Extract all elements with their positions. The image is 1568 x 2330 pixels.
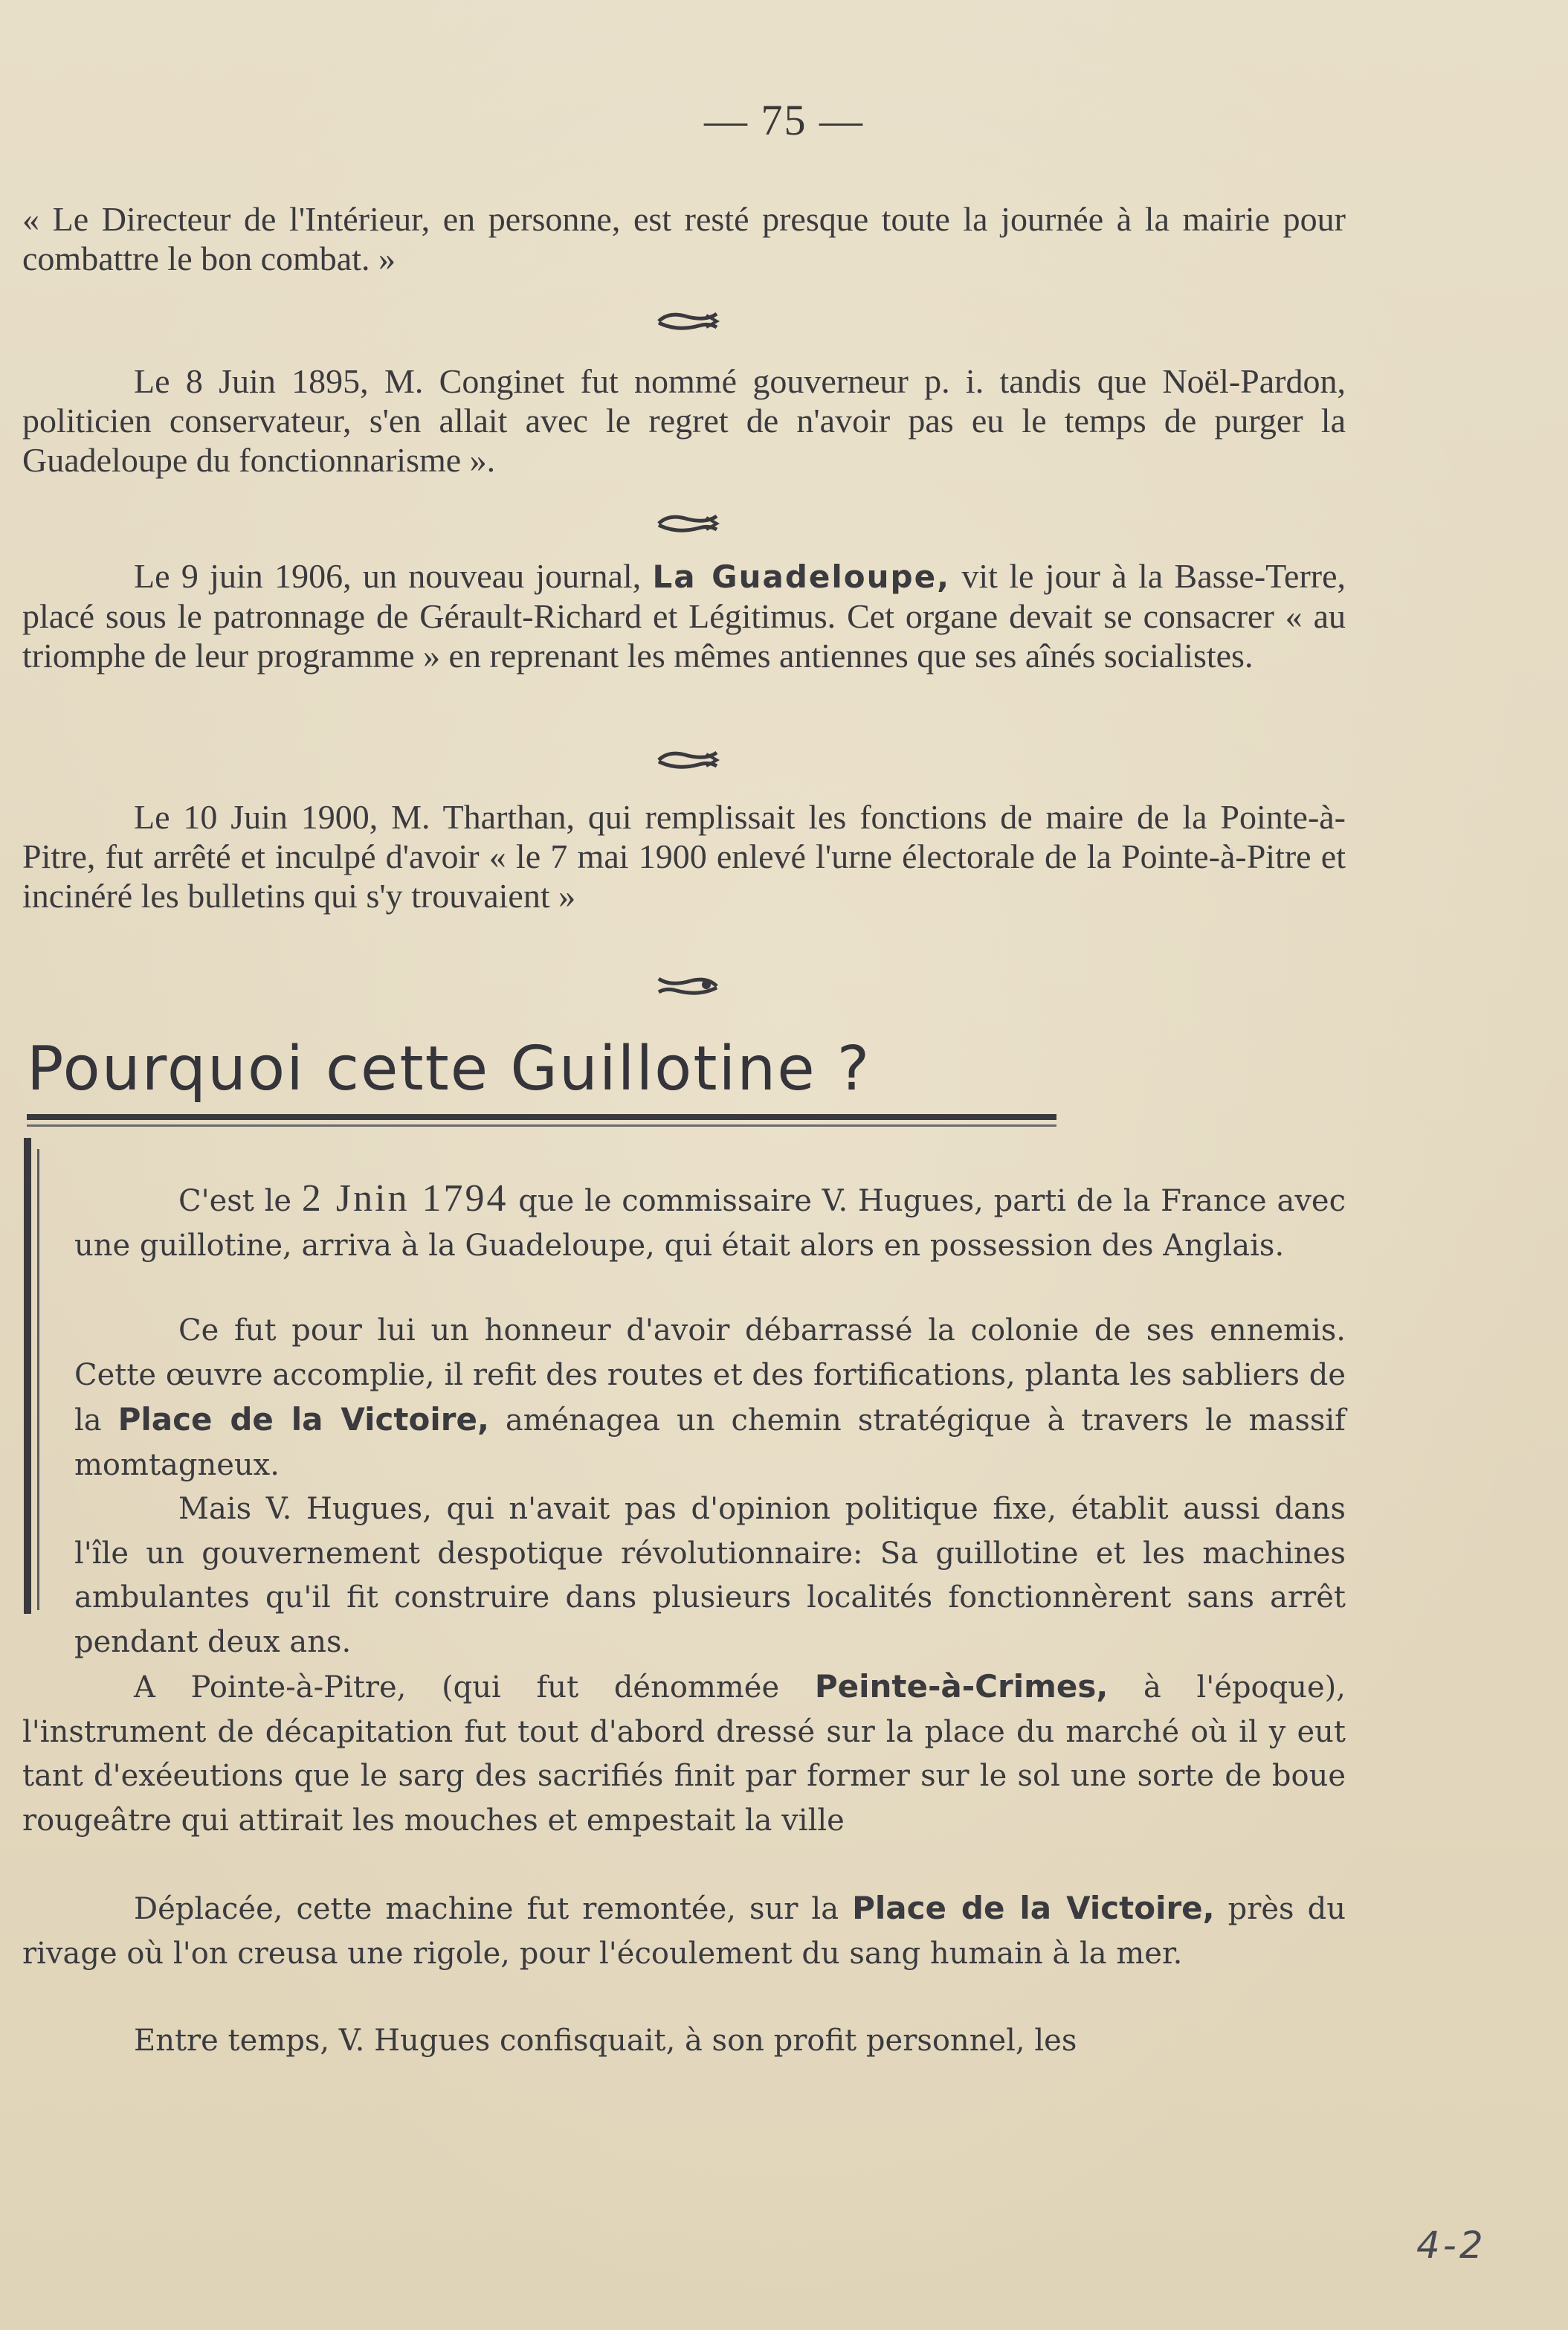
- section-paragraph-5: [22, 1886, 1346, 1976]
- paragraph-june-1900: Le 10 Juin 1900, M. Tharthan, qui remplissait les fonctions de maire de la Pointe-à-Pitre, fut arrêté et inculpé d'avoir « le 7 mai 1900 enlevé l'urne électorale de la Pointe-à-Pitre et incinéré les bulletins qui s'y trouvaient »: [22, 798, 1346, 915]
- ornament-icon: [654, 971, 721, 1001]
- arrival-date: 2 Jnin 1794: [301, 1177, 509, 1220]
- section-p2-text-a: Ce fut pour lui un honneur d'avoir débarrassé la colonie de ses ennemis. Cette œuvre accomplie, il refit des routes et des fortifications, planta les sabliers de la: [74, 1313, 1346, 1438]
- section-p5-text-b: près du rivage où l'on creusa une rigole, pour l'écoulement du sang humain à la mer.: [22, 1892, 1346, 1971]
- nickname-peinte-a-crimes: Peinte-à-Crimes,: [814, 1668, 1109, 1705]
- journal-name: La Guadeloupe,: [652, 559, 951, 595]
- section-paragraph-1: [74, 1177, 1346, 1268]
- paragraph-june-1906: [22, 556, 1346, 675]
- ornament-icon: [654, 306, 721, 336]
- place-victoire-2: Place de la Victoire,: [852, 1890, 1215, 1926]
- paragraph-june-1895: Le 8 Juin 1895, M. Conginet fut nommé gouverneur p. i. tandis que Noël-Pardon, politicien conservateur, s'en allait avec le regret de n'avoir pas eu le temps de purger la Guadeloupe du fonctionnarisme ».: [22, 362, 1346, 479]
- section-p1-text-b: que le commissaire V. Hugues, parti de la France avec une guillotine, arriva à la Guadeloupe, qui était alors en possession des Anglais.: [74, 1184, 1346, 1263]
- section-p2-text-b: aménagea un chemin stratégique à travers le massif momtagneux.: [74, 1403, 1346, 1482]
- section-paragraph-4: [22, 1664, 1346, 1843]
- side-rule-thin: [37, 1149, 39, 1610]
- section-paragraph-6: Entre temps, V. Hugues confisquait, à son profit personnel, les: [134, 2024, 1077, 2058]
- section-title: Pourquoi cette Guillotine ?: [27, 1034, 871, 1104]
- title-underline: [27, 1114, 1056, 1120]
- section-p4-text-b: à l'époque), l'instrument de décapitation fut tout d'abord dressé sur la place du marché où il y eut tant d'exéeutions que le sarg des sacrifiés finit par former sur le sol une sorte de boue rougeâtre qui attirait les mouches et empestait la ville: [22, 1670, 1346, 1838]
- section-p1-text-a: C'est le: [178, 1184, 292, 1218]
- side-rule: [24, 1138, 31, 1614]
- june-1906-text-a: Le 9 juin 1906, un nouveau journal,: [134, 557, 642, 595]
- section-paragraph-3: Mais V. Hugues, qui n'avait pas d'opinion politique fixe, établit aussi dans l'île un gouvernement despotique révolutionnaire: Sa guillotine et les machines ambulantes qu'il fit construire dans plusieurs localités fonctionnèrent sans arrêt pendant deux ans.: [74, 1492, 1346, 1659]
- page-number: — 75 —: [704, 96, 864, 144]
- section-p4-text-a: A Pointe-à-Pitre, (qui fut dénommée: [134, 1670, 780, 1705]
- section-paragraph-2: [74, 1309, 1346, 1487]
- place-victoire: Place de la Victoire,: [117, 1401, 489, 1438]
- june-1906-text-b: vit le jour à la Basse-Terre, placé sous le patronnage de Gérault-Richard et Légitimus. Cet organe devait se consacrer « au triomphe de leur programme » en reprenant les mêmes antiennes que ses aînés socialistes.: [22, 557, 1346, 675]
- ornament-icon: [654, 745, 721, 775]
- title-underline-thin: [27, 1124, 1056, 1127]
- section-p5-text-a: Déplacée, cette machine fut remontée, sur la: [134, 1892, 839, 1926]
- paragraph-quote-directeur: « Le Directeur de l'Intérieur, en personne, est resté presque toute la journée à la mairie pour combattre le bon combat. »: [22, 200, 1346, 277]
- ornament-icon: [654, 509, 721, 538]
- handwritten-margin-note: 4-2: [1416, 2224, 1486, 2267]
